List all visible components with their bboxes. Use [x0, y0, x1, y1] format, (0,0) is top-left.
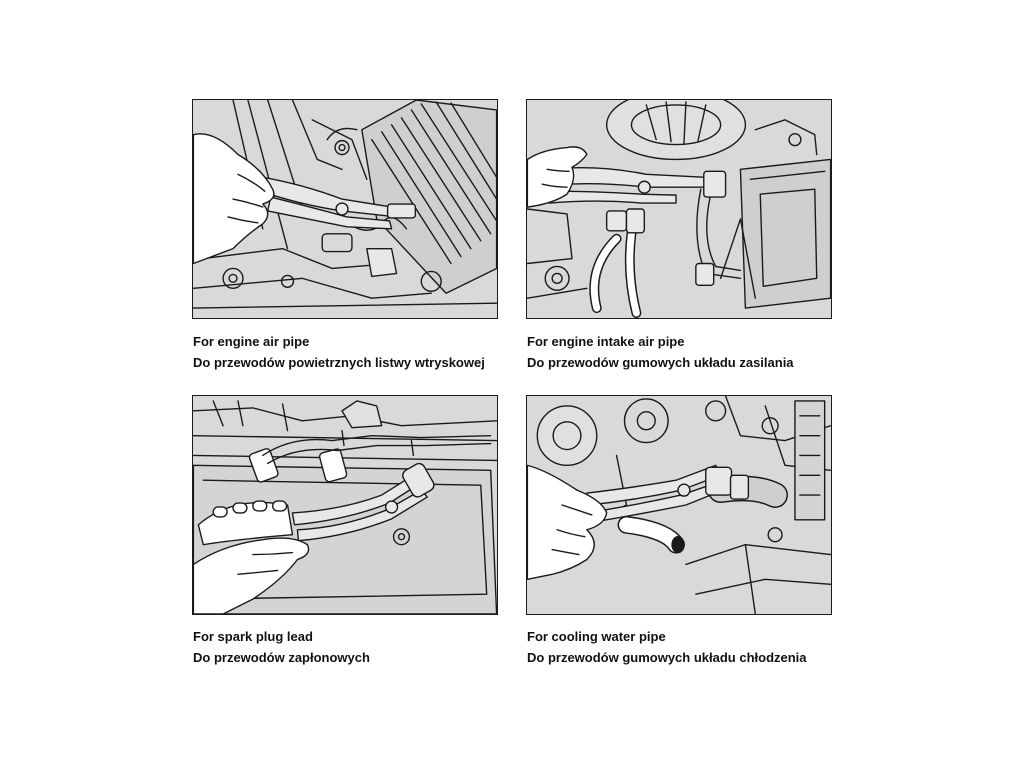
caption-english: For spark plug lead: [193, 629, 313, 644]
caption-english: For engine air pipe: [193, 334, 310, 349]
caption-polish: Do przewodów gumowych układu chłodzenia: [527, 650, 807, 665]
caption-polish: Do przewodów powietrznych listwy wtryskowej: [193, 355, 485, 370]
hand: [527, 465, 606, 579]
illustration-engine-intake-air-pipe: [526, 99, 832, 319]
illustration-spark-plug-lead: [192, 395, 498, 615]
illustration-engine-air-pipe: [192, 99, 498, 319]
caption-english: For cooling water pipe: [527, 629, 666, 644]
caption-engine-air-pipe: [193, 331, 533, 373]
caption-cooling-water-pipe: [527, 626, 867, 668]
caption-spark-plug-lead: [193, 626, 533, 668]
caption-polish: Do przewodów gumowych układu zasilania: [527, 355, 794, 370]
caption-engine-intake-air-pipe: [527, 331, 867, 373]
caption-polish: Do przewodów zapłonowych: [193, 650, 370, 665]
pliers: [587, 465, 749, 522]
caption-english: For engine intake air pipe: [527, 334, 685, 349]
illustration-cooling-water-pipe: [526, 395, 832, 615]
